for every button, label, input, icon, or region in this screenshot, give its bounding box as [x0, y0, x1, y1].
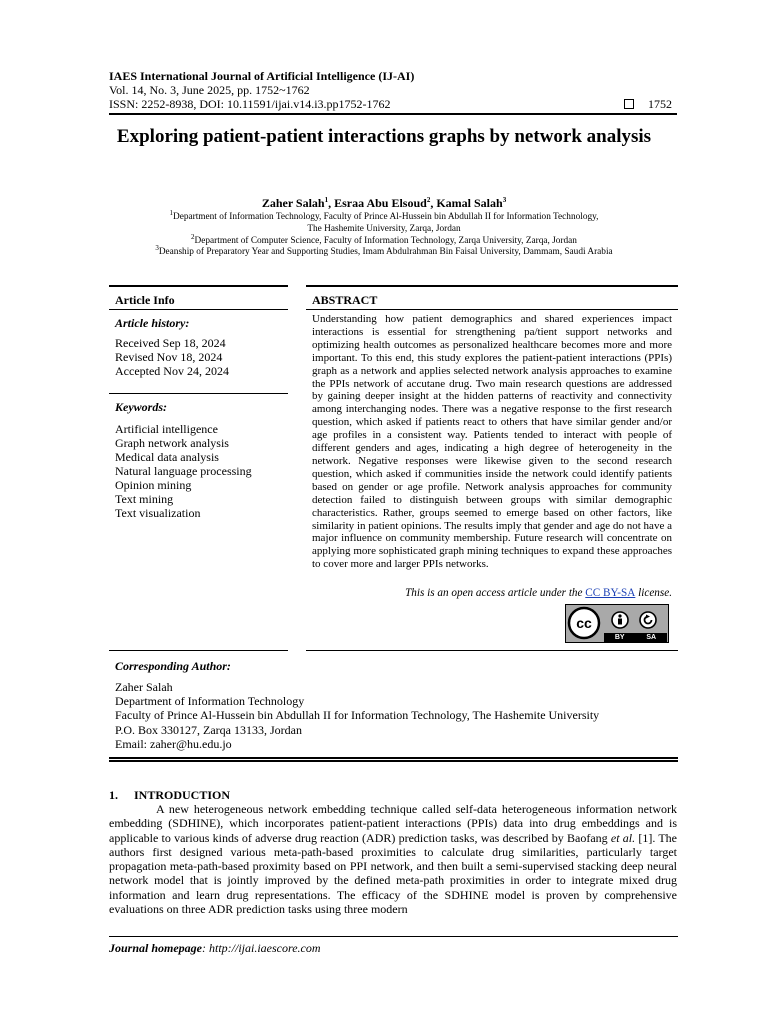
license-prefix: This is an open access article under the [405, 587, 586, 599]
article-info-top-rule [109, 285, 288, 287]
issn-doi: ISSN: 2252-8938, DOI: 10.11591/ijai.v14.i3.pp1752-1762 [109, 97, 391, 111]
history-item: Received Sep 18, 2024 [115, 336, 226, 350]
abstract-sub-rule [306, 309, 678, 310]
journal-name: IAES International Journal of Artificial Intelligence (IJ-AI) [109, 69, 415, 83]
aff-sup: 1 [169, 208, 173, 217]
author-name: Esraa Abu Elsoud [334, 196, 427, 210]
keyword-item: Opinion mining [115, 478, 192, 492]
history-heading: Article history: [115, 316, 190, 330]
article-info-heading: Article Info [115, 293, 175, 307]
share-alike-icon [639, 611, 657, 629]
attribution-person-icon [611, 611, 629, 629]
section-title: INTRODUCTION [134, 788, 231, 802]
footer-rule [109, 936, 678, 937]
corresponding-line: P.O. Box 330127, Zarqa 13133, Jordan [115, 722, 302, 737]
license-link[interactable]: CC BY-SA [585, 587, 636, 599]
corresponding-details [115, 680, 599, 751]
article-info-bottom-rule [109, 650, 288, 651]
cc-sa-label: SA [646, 634, 657, 641]
introduction-heading [109, 788, 230, 803]
abstract-text: Understanding how patient demographics and shared experiences impact interactions is essential for strengthening pa/tient support networks and optimizing health outcomes as personalized healthcare becomes more and more important. To this end, this study explores the patient-patient interactions (PPIs) graph as a network and applies selected network analysis approaches to examine the PPIs network of accutane drug. Two main research questions are addressed by gaining deeper insight at the hidden patterns of reactivity and connectivity among interchanging nodes. There was a negative response to the first research question, which asked if patients react to others that have similar gender and/or age profiles in a consistent way. Patients tended to interact with people of different genders and ages, indicating a high degree of heterogeneity in the network. Negative responses were likewise given to the second research question, which asked if communities inside the network could identify patients based on gender or age profile. Network analysis approaches for community detection failed to distinguish between groups with similar demographic characteristics. Rather, groups seemed to emerge based on other factors, like similarity in patient opinions. The results imply that gender and age do not have a major influence on community membership. Future research will concentrate on applying more sophisticated graph mining techniques to expand these approaches to cover more and larger PPIs networks. [312, 313, 672, 571]
keyword-item: Text visualization [115, 506, 201, 520]
aff-text-cont: The Hashemite University, Zarqa, Jordan [307, 224, 461, 234]
double-rule-bottom [109, 760, 678, 762]
author-sep: , [430, 196, 437, 210]
cc-by-sa-badge[interactable] [565, 604, 669, 643]
aff-sup: 3 [155, 243, 159, 252]
author-sup: 1 [324, 196, 329, 204]
abstract-top-rule [306, 285, 678, 287]
journal-homepage: Journal homepage: http://ijai.iaescore.com [109, 941, 321, 955]
license-suffix: license. [635, 587, 672, 599]
affiliation-1 [100, 208, 668, 235]
square-box-icon [624, 99, 634, 109]
author-list [100, 196, 668, 211]
author-sep: , [328, 196, 335, 210]
section-number: 1. [109, 788, 118, 802]
cc-badge-strip [604, 633, 667, 642]
homepage-url[interactable]: http://ijai.iaescore.com [209, 941, 321, 955]
keyword-item: Natural language processing [115, 464, 252, 478]
keywords-rule [109, 393, 288, 394]
aff-text: Department of Information Technology, Faculty of Prince Al-Hussein bin Abdullah II for Information Technology, [173, 212, 599, 222]
keywords-list [115, 422, 252, 520]
volume-info: Vol. 14, No. 3, June 2025, pp. 1752~1762 [109, 83, 310, 97]
keyword-item: Graph network analysis [115, 436, 229, 450]
cc-by-label: BY [614, 634, 625, 641]
author-sup: 2 [426, 196, 431, 204]
intro-text-part: [1]. The authors first designed various meta-path-based proximities to calculate drug similarities, particularly target propagation meta-path-based proximity based on PPI network, and then built a semi-supervised stacking deep neural network model that is jointly improved by the defined meta-path proximities in order to integrate mixed drug information and learn drug representations. The efficacy of the SDHINE model is proven by comprehensive evaluations on three ADR prediction tasks using three modern [109, 830, 677, 917]
corresponding-line: Zaher Salah [115, 680, 173, 694]
intro-et-al: et al. [610, 830, 636, 845]
corresponding-line: Email: zaher@hu.edu.jo [115, 736, 232, 751]
keyword-item: Text mining [115, 492, 174, 506]
introduction-paragraph [109, 802, 677, 916]
aff-sup: 2 [191, 232, 195, 241]
history-item: Accepted Nov 24, 2024 [115, 364, 229, 378]
keyword-item: Medical data analysis [115, 450, 219, 464]
history-list [115, 336, 229, 378]
page-number: 1752 [648, 97, 672, 111]
author-name: Kamal Salah [436, 196, 503, 210]
header-rule [109, 113, 677, 115]
homepage-label: Journal homepage [109, 941, 203, 955]
corresponding-heading: Corresponding Author: [115, 659, 231, 673]
keywords-heading: Keywords: [115, 400, 167, 414]
intro-text-part: A new heterogeneous network embedding technique called self-data heterogeneous information network embedding (SDHINE), which incorporates patient-patient interactions (PPIs) data into drug embeddings and is applicable to various kinds of adverse drug reaction (ADR) prediction tasks, was described by Baofang [109, 802, 677, 845]
author-sup: 3 [502, 196, 507, 204]
author-name: Zaher Salah [261, 196, 325, 210]
affiliation-3 [100, 243, 668, 258]
aff-text: Department of Computer Science, Faculty of Information Technology, Zarqa University, Zarqa, Jordan [194, 236, 577, 246]
corresponding-line: Faculty of Prince Al-Hussein bin Abdullah II for Information Technology, The Hashemite University [115, 708, 600, 723]
abstract-bottom-rule [306, 650, 678, 651]
abstract-heading: ABSTRACT [312, 293, 378, 307]
open-access-line [312, 587, 672, 599]
double-rule-top [109, 757, 678, 759]
article-info-sub-rule [109, 309, 288, 310]
keyword-item: Artificial intelligence [115, 422, 218, 436]
paper-title: Exploring patient-patient interactions graphs by network analysis [116, 126, 652, 147]
history-item: Revised Nov 18, 2024 [115, 350, 223, 364]
svg-text:cc: cc [576, 615, 592, 631]
page-number-block [624, 97, 672, 111]
corresponding-line: Department of Information Technology [115, 694, 305, 709]
aff-text: Deanship of Preparatory Year and Supporting Studies, Imam Abdulrahman Bin Faisal University, Dammam, Saudi Arabia [158, 247, 613, 257]
